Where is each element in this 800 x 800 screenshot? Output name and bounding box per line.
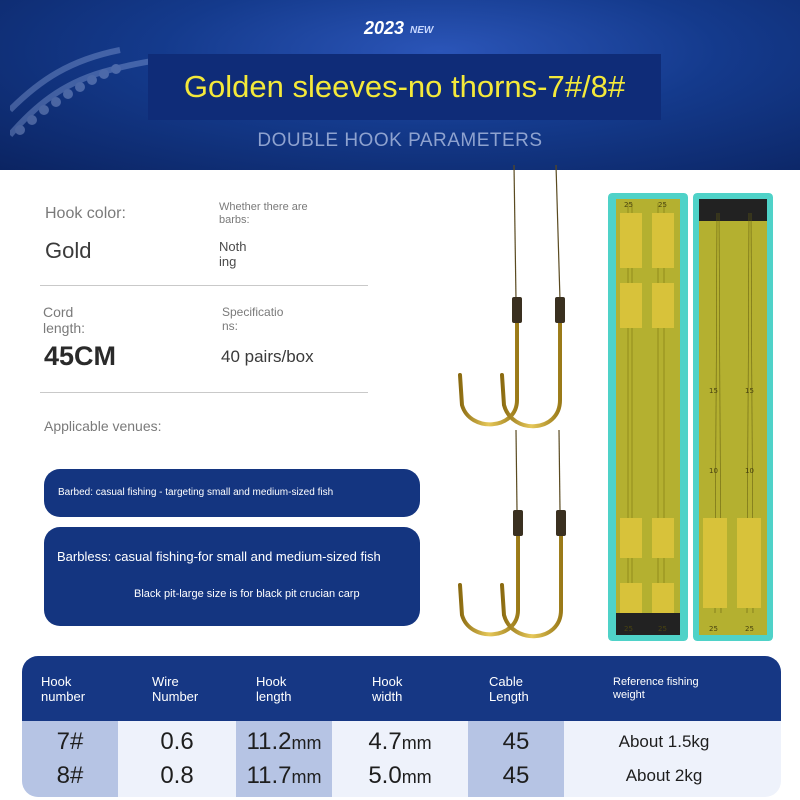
cord-length-value: 45CM	[44, 341, 117, 371]
cell-hook-number: 7#	[56, 728, 84, 755]
cell-wire-number: 0.6	[160, 728, 194, 755]
header-hook-number-2: number	[41, 689, 86, 704]
hook-color-label: Hook color:	[45, 205, 126, 222]
cell-hook-width: 4.7mm	[368, 728, 432, 755]
title-box	[148, 54, 661, 120]
barbs-value-line2: ing	[219, 254, 237, 269]
barbs-label-line1: Whether there are	[219, 201, 308, 213]
cell-weight: About 1.5kg	[618, 732, 710, 751]
venues-label: Applicable venues:	[44, 418, 162, 434]
header-hook-width-1: Hook	[372, 674, 403, 689]
hook-color-value: Gold	[45, 238, 92, 263]
cell-weight: About 2kg	[625, 766, 703, 785]
hook-spec-table	[22, 656, 781, 797]
double-hook-illustration	[440, 165, 600, 645]
box-mark: 25	[624, 625, 633, 633]
barbed-venue-text: Barbed: casual fishing - targeting small and medium-sized fish	[58, 487, 334, 498]
header-hook-length-2: length	[256, 689, 292, 704]
barbs-value-line1: Noth	[219, 239, 247, 254]
box-mark: 25	[658, 201, 667, 209]
hook-upper-left	[460, 305, 517, 424]
section-subtitle: DOUBLE HOOK PARAMETERS	[257, 130, 543, 151]
hook-box-right	[693, 193, 773, 641]
cord-label-line2: length:	[43, 320, 86, 336]
spec-label-line2: ns:	[222, 319, 239, 333]
year-badge: 2023	[364, 18, 405, 38]
cell-hook-length: 11.2mm	[246, 728, 322, 755]
divider-1	[40, 285, 368, 286]
header-hook-width-2: width	[372, 689, 403, 704]
spec-label-line1: Specificatio	[222, 305, 284, 319]
cell-cable-length: 45	[502, 728, 530, 755]
hook-lower-left	[460, 515, 518, 634]
divider-2	[40, 392, 368, 393]
header-hook-length-1: Hook	[256, 674, 287, 689]
header-weight-1: Reference fishing	[613, 676, 699, 688]
cell-hook-number: 8#	[56, 762, 84, 789]
hook-lower-right	[502, 515, 561, 636]
page-title: Golden sleeves-no thorns-7#/8#	[183, 69, 626, 104]
header-weight-2: weight	[613, 689, 645, 701]
box-mark: 10	[709, 467, 718, 475]
header-cable-length-1: Cable	[489, 674, 523, 689]
box-mark: 25	[658, 625, 667, 633]
box-mark: 15	[709, 387, 718, 395]
header-hook-number-1: Hook	[41, 674, 72, 689]
box-mark: 10	[745, 467, 754, 475]
hook-box-left	[608, 193, 688, 641]
box-mark: 25	[624, 201, 633, 209]
cell-hook-width: 5.0mm	[368, 762, 432, 789]
header-banner	[0, 0, 800, 170]
barbs-label-line2: barbs:	[219, 214, 250, 226]
cell-hook-length: 11.7mm	[246, 762, 322, 789]
box-mark: 15	[745, 387, 754, 395]
barbless-venue-pill	[44, 527, 420, 626]
spec-value: 40 pairs/box	[221, 347, 314, 366]
barbless-venue-text: Barbless: casual fishing-for small and medium-sized fish	[57, 549, 381, 564]
barbed-venue-pill	[44, 469, 420, 517]
box-mark: 25	[745, 625, 754, 633]
box-mark: 25	[709, 625, 718, 633]
hook-upper-right	[502, 305, 560, 426]
cell-cable-length: 45	[502, 762, 530, 789]
cord-label-line1: Cord	[43, 304, 74, 320]
header-cable-length-2: Length	[489, 689, 529, 704]
cell-wire-number: 0.8	[160, 762, 194, 789]
black-pit-venue-text: Black pit-large size is for black pit crucian carp	[134, 588, 360, 600]
header-wire-number-2: Number	[152, 689, 199, 704]
new-tag: NEW	[410, 25, 434, 36]
table-header	[22, 656, 781, 721]
header-wire-number-1: Wire	[152, 674, 179, 689]
